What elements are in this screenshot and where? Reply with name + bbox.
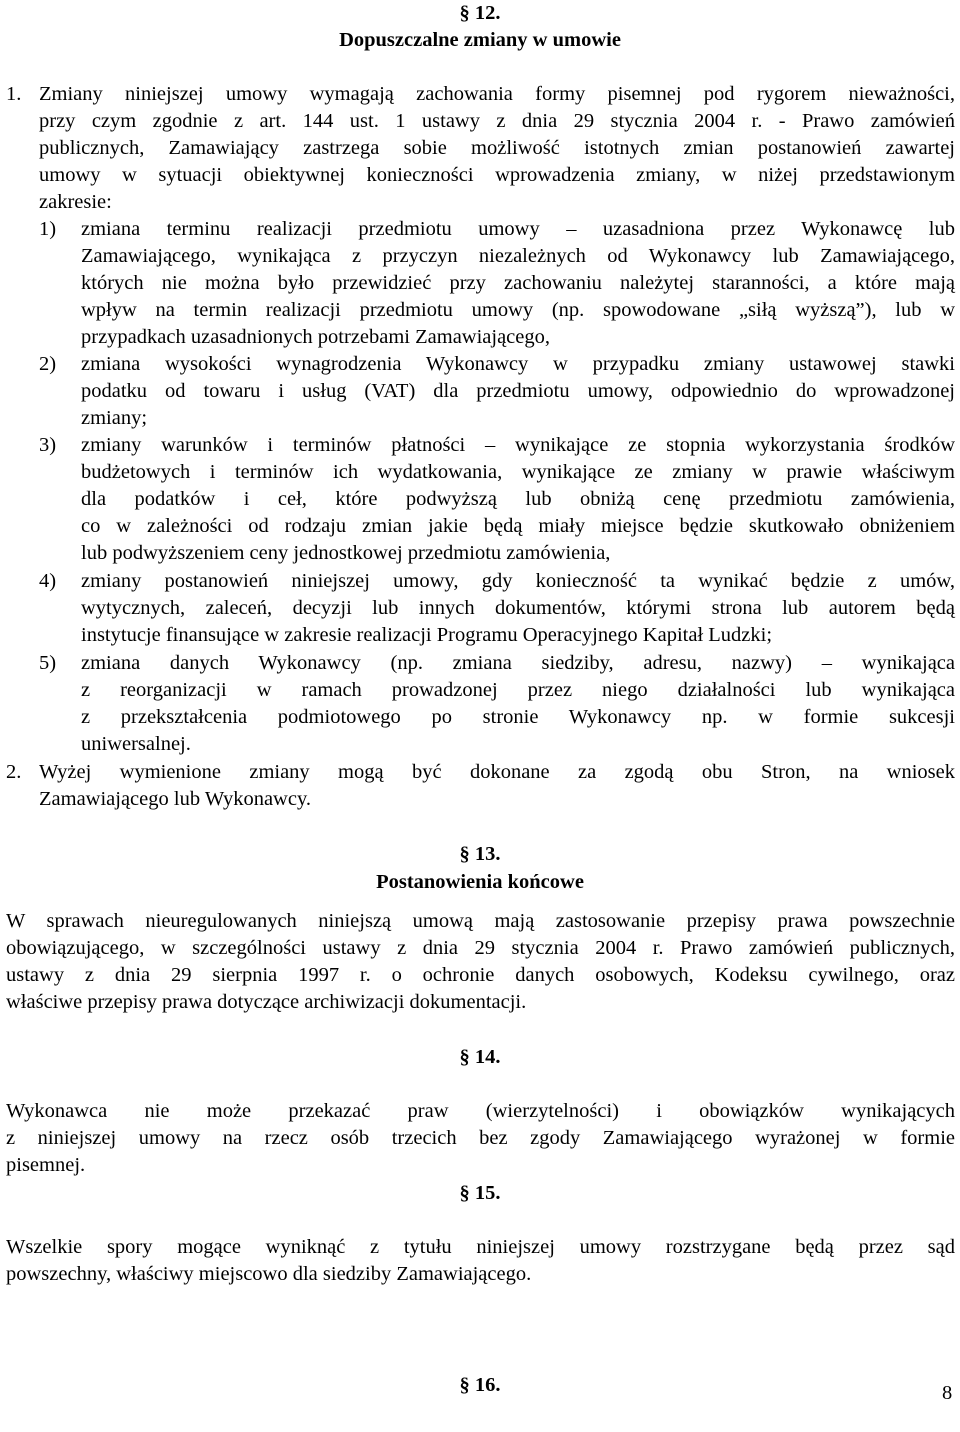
list-item-line: przypadkach uzasadnionych potrzebami Zamawiającego, <box>81 326 551 348</box>
section-14-heading: § 14. <box>459 1046 501 1068</box>
list-item-line: z reorganizacji w ramach prowadzonej przez niego działalności lub wynikająca <box>81 679 955 701</box>
list-item-line: lub podwyższeniem ceny jednostkowej przedmiotu zamówienia, <box>81 542 611 564</box>
list-item-line: wytycznych, zaleceń, decyzji lub innych dokumentów, którymi strona lub autorem będą <box>81 597 955 619</box>
page-number: 8 <box>942 1382 953 1404</box>
list-item-number: 4) <box>39 570 57 592</box>
section-13-line: ustawy z dnia 29 sierpnia 1997 r. o ochronie danych osobowych, Kodeksu cywilnego, oraz <box>6 964 955 986</box>
paragraph-1-line: Zmiany niniejszej umowy wymagają zachowania formy pisemnej pod rygorem nieważności, <box>39 83 955 105</box>
section-13-heading: § 13. <box>459 843 501 865</box>
section-15-line: powszechny, właściwy miejscowo dla siedziby Zamawiającego. <box>6 1263 532 1285</box>
list-item-line: podatku od towaru i usług (VAT) dla przedmiotu umowy, odpowiednio do wprowadzonej <box>81 380 955 402</box>
section-16-heading: § 16. <box>459 1374 501 1396</box>
list-item-number: 5) <box>39 652 57 674</box>
paragraph-2-line: Wyżej wymienione zmiany mogą być dokonane za zgodą obu Stron, na wniosek <box>39 761 955 783</box>
section-14-line: Wykonawca nie może przekazać praw (wierzytelności) i obowiązków wynikających <box>6 1100 955 1122</box>
paragraph-1-line: przy czym zgodnie z art. 144 ust. 1 ustawy z dnia 29 stycznia 2004 r. - Prawo zamówień <box>39 110 955 132</box>
paragraph-1-line: umowy w sytuacji obiektywnej konieczności wprowadzenia zmiany, w niżej przedstawionym <box>39 164 955 186</box>
section-13-line: właściwe przepisy prawa dotyczące archiwizacji dokumentacji. <box>6 991 527 1013</box>
list-item-line: uniwersalnej. <box>81 733 191 755</box>
list-item-line: instytucje finansujące w zakresie realizacji Programu Operacyjnego Kapitał Ludzki; <box>81 624 773 646</box>
list-item-line: zmiany; <box>81 407 148 429</box>
list-item-line: budżetowych i terminów ich wydatkowania, wynikające ze zmiany w prawie właściwym <box>81 461 955 483</box>
list-item-number: 3) <box>39 434 57 456</box>
list-item-line: dla podatków i ceł, które podwyższą lub obniżą cenę przedmiotu zamówienia, <box>81 488 955 510</box>
list-item-line: wpływ na termin realizacji przedmiotu umowy (np. spowodowane „siłą wyższą”), lub w <box>81 299 955 321</box>
section-12-heading: § 12. <box>459 2 501 24</box>
list-item-line: z przekształcenia podmiotowego po stronie Wykonawcy np. w formie sukcesji <box>81 706 955 728</box>
section-13-line: obowiązującego, w szczególności ustawy z dnia 29 stycznia 2004 r. Prawo zamówień publicznych, <box>6 937 955 959</box>
paragraph-1-line: zakresie: <box>39 191 112 213</box>
list-item-line: zmiana danych Wykonawcy (np. zmiana siedziby, adresu, nazwy) – wynikająca <box>81 652 955 674</box>
section-14-line: pisemnej. <box>6 1154 86 1176</box>
section-13-line: W sprawach nieuregulowanych niniejszą umową mają zastosowanie przepisy prawa powszechnie <box>6 910 955 932</box>
section-14-line: z niniejszej umowy na rzecz osób trzecich bez zgody Zamawiającego wyrażonej w formie <box>6 1127 955 1149</box>
list-item-number: 1) <box>39 218 57 240</box>
section-15-line: Wszelkie spory mogące wyniknąć z tytułu niniejszej umowy rozstrzygane będą przez sąd <box>6 1236 955 1258</box>
list-item-line: zmiana terminu realizacji przedmiotu umowy – uzasadniona przez Wykonawcę lub <box>81 218 955 240</box>
list-item-line: zmiany warunków i terminów płatności – wynikające ze stopnia wykorzystania środków <box>81 434 955 456</box>
section-13-title: Postanowienia końcowe <box>376 871 584 893</box>
list-item-line: których nie można było przewidzieć przy zachowaniu należytej staranności, a które mają <box>81 272 955 294</box>
list-item-number: 2) <box>39 353 57 375</box>
list-item-line: Zamawiającego, wynikająca z przyczyn niezależnych od Wykonawcy lub Zamawiającego, <box>81 245 955 267</box>
list-item-line: zmiana wysokości wynagrodzenia Wykonawcy w przypadku zmiany ustawowej stawki <box>81 353 955 375</box>
paragraph-2-number: 2. <box>6 761 22 783</box>
list-item-line: zmiany postanowień niniejszej umowy, gdy konieczność ta wynikać będzie z umów, <box>81 570 955 592</box>
list-item-line: co w zależności od rodzaju zmian jakie będą miały miejsce będzie skutkowało obniżeniem <box>81 515 955 537</box>
paragraph-1-line: publicznych, Zamawiający zastrzega sobie możliwość istotnych zmian postanowień zawartej <box>39 137 955 159</box>
paragraph-1-number: 1. <box>6 83 22 105</box>
paragraph-2-line: Zamawiającego lub Wykonawcy. <box>39 788 311 810</box>
section-12-title: Dopuszczalne zmiany w umowie <box>339 29 621 51</box>
section-15-heading: § 15. <box>459 1182 501 1204</box>
